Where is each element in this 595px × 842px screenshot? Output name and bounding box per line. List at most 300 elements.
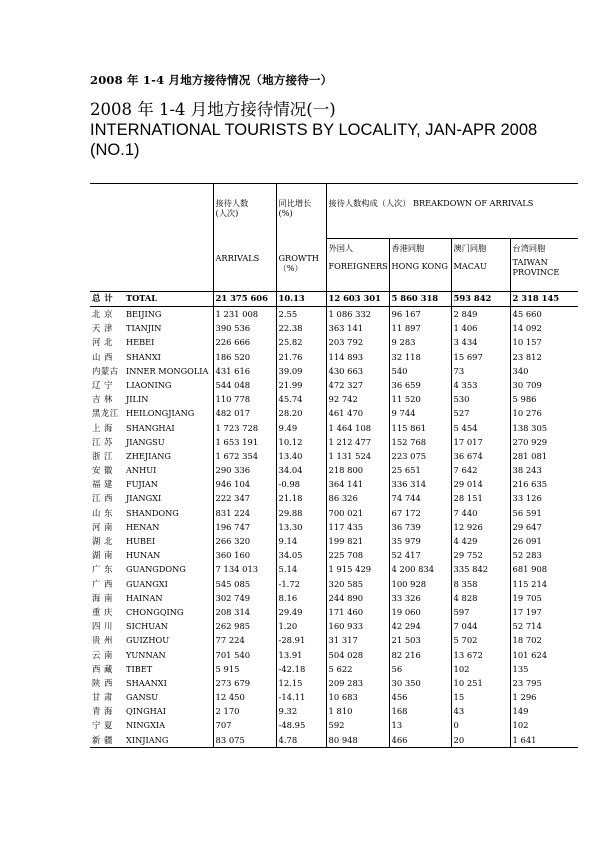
growth-cell: 2.55 [276, 307, 326, 322]
table-row [90, 718, 578, 732]
table-row [90, 392, 578, 406]
page-header: 2008 年 1-4 月地方接待情况（地方接待一） [90, 73, 333, 87]
hongkong-header [389, 239, 451, 292]
locality-cell [90, 633, 213, 647]
locality-name-en: ZHEJIANG [126, 450, 171, 461]
locality-name-en: GANSU [126, 692, 159, 703]
locality-name-cn: 北 京 [92, 309, 113, 319]
foreigners-cell: 80 948 [326, 733, 389, 748]
locality-name-cn: 陕 西 [92, 677, 113, 688]
macau-cell: 102 [451, 662, 510, 676]
locality-name-en: QINGHAI [126, 706, 166, 717]
locality-cell [90, 591, 213, 605]
foreigners-cell: 1 810 [326, 704, 389, 718]
table-row [90, 577, 578, 591]
locality-name-cn: 湖 北 [92, 536, 113, 546]
foreigners-cell: 320 585 [326, 577, 389, 591]
arrivals-cell: 544 048 [213, 378, 276, 392]
macau-cell: 0 [451, 718, 510, 732]
locality-cell [90, 435, 213, 449]
table-row [90, 690, 578, 704]
growth-cell: 12.15 [276, 676, 326, 690]
locality-cell [90, 477, 213, 491]
macau-cell: 1 406 [451, 321, 510, 335]
locality-cell [90, 605, 213, 619]
foreigners-cell: 592 [326, 718, 389, 732]
table-row [90, 335, 578, 349]
locality-name-en: GUANGXI [126, 578, 168, 589]
arrivals-cell: 5 915 [213, 662, 276, 676]
locality-name-cn: 河 北 [92, 337, 113, 348]
macau-cell: 10 251 [451, 676, 510, 690]
locality-cell [90, 562, 213, 576]
arrivals-cell: 7 134 013 [213, 562, 276, 576]
locality-cell [90, 690, 213, 704]
foreigners-header-cn: 外国人 [328, 243, 354, 253]
arrivals-cell: 262 985 [213, 619, 276, 633]
taiwan-cell: 270 929 [510, 435, 578, 449]
locality-name-en: HEBEI [126, 337, 155, 348]
table-row [90, 633, 578, 647]
macau-cell: 43 [451, 704, 510, 718]
locality-name-cn: 广 西 [92, 578, 113, 589]
table-row [90, 591, 578, 605]
locality-cell [90, 406, 213, 420]
total-macau: 593 842 [451, 292, 510, 307]
total-foreigners: 12 603 301 [326, 292, 389, 307]
foreigners-cell: 363 141 [326, 321, 389, 335]
total-label-en: TOTAL [126, 293, 157, 303]
table-row [90, 520, 578, 534]
arrivals-cell: 266 320 [213, 534, 276, 548]
table-row [90, 506, 578, 520]
taiwan-cell: 17 197 [510, 605, 578, 619]
table-row [90, 704, 578, 718]
taiwan-cell: 1 641 [510, 733, 578, 748]
locality-name-cn: 山 西 [92, 351, 113, 362]
table-row [90, 364, 578, 378]
growth-cell: 9.32 [276, 704, 326, 718]
table-row [90, 307, 578, 322]
locality-name-en: JIANGSU [126, 436, 165, 447]
taiwan-cell: 52 714 [510, 619, 578, 633]
hongkong-cell: 35 979 [389, 534, 451, 548]
locality-cell [90, 520, 213, 534]
growth-cell: -0.98 [276, 477, 326, 491]
growth-header-cn-line2: (%) [278, 208, 293, 218]
arrivals-cell: 545 085 [213, 577, 276, 591]
growth-cell: 13.30 [276, 520, 326, 534]
taiwan-cell: 681 908 [510, 562, 578, 576]
macau-cell: 28 151 [451, 491, 510, 505]
taiwan-cell: 23 812 [510, 350, 578, 364]
taiwan-cell: 45 660 [510, 307, 578, 322]
locality-name-cn: 西 藏 [92, 663, 113, 674]
growth-cell: 29.88 [276, 506, 326, 520]
foreigners-cell: 160 933 [326, 619, 389, 633]
taiwan-cell: 1 296 [510, 690, 578, 704]
hongkong-cell: 9 283 [389, 335, 451, 349]
macau-cell: 20 [451, 733, 510, 748]
locality-name-cn: 新 疆 [92, 734, 113, 745]
locality-name-cn: 浙 江 [92, 450, 113, 461]
locality-cell [90, 648, 213, 662]
macau-cell: 4 353 [451, 378, 510, 392]
arrivals-cell: 226 666 [213, 335, 276, 349]
growth-cell: 9.49 [276, 421, 326, 435]
locality-name-en: FUJIAN [126, 479, 158, 490]
macau-cell: 29 752 [451, 548, 510, 562]
table-row [90, 449, 578, 463]
locality-cell [90, 421, 213, 435]
taiwan-cell: 138 305 [510, 421, 578, 435]
macau-cell: 597 [451, 605, 510, 619]
table-row [90, 406, 578, 420]
table-row [90, 733, 578, 748]
hongkong-cell: 21 503 [389, 633, 451, 647]
hongkong-header-en: HONG KONG [391, 261, 448, 271]
hongkong-cell: 466 [389, 733, 451, 748]
taiwan-cell: 38 243 [510, 463, 578, 477]
macau-header-en: MACAU [453, 261, 487, 271]
total-hongkong: 5 860 318 [389, 292, 451, 307]
table-row [90, 477, 578, 491]
arrivals-cell: 110 778 [213, 392, 276, 406]
macau-cell: 12 926 [451, 520, 510, 534]
total-arrivals: 21 375 606 [213, 292, 276, 307]
table-row [90, 662, 578, 676]
growth-cell: 1.20 [276, 619, 326, 633]
table-row [90, 648, 578, 662]
macau-cell: 29 014 [451, 477, 510, 491]
macau-cell: 7 044 [451, 619, 510, 633]
locality-header [90, 184, 213, 239]
growth-cell: 4.78 [276, 733, 326, 748]
locality-name-cn: 上 海 [92, 422, 113, 433]
taiwan-cell: 26 091 [510, 534, 578, 548]
taiwan-cell: 30 709 [510, 378, 578, 392]
locality-cell [90, 534, 213, 548]
taiwan-cell: 135 [510, 662, 578, 676]
taiwan-cell: 101 624 [510, 648, 578, 662]
arrivals-header-en [213, 239, 276, 292]
growth-cell: 9.14 [276, 534, 326, 548]
macau-cell: 13 672 [451, 648, 510, 662]
locality-name-en: TIANJIN [126, 323, 162, 334]
taiwan-cell: 19 705 [510, 591, 578, 605]
arrivals-header-cn [213, 184, 276, 239]
hongkong-cell: 168 [389, 704, 451, 718]
locality-name-cn: 宁 夏 [92, 720, 113, 731]
taiwan-header [510, 239, 578, 292]
locality-name-en: INNER MONGOLIA [126, 365, 209, 376]
total-taiwan: 2 318 145 [510, 292, 578, 307]
locality-name-cn: 贵 州 [92, 635, 113, 646]
locality-cell [90, 378, 213, 392]
locality-name-en: HAINAN [126, 592, 163, 603]
hongkong-cell: 13 [389, 718, 451, 732]
locality-cell [90, 548, 213, 562]
growth-cell: 5.14 [276, 562, 326, 576]
growth-cell: 45.74 [276, 392, 326, 406]
foreigners-cell: 10 683 [326, 690, 389, 704]
taiwan-cell: 14 092 [510, 321, 578, 335]
locality-name-cn: 海 南 [92, 592, 113, 603]
arrivals-header-en-label: ARRIVALS [215, 252, 260, 263]
hongkong-cell: 96 167 [389, 307, 451, 322]
locality-name-en: JIANGXI [126, 493, 162, 504]
macau-cell: 4 828 [451, 591, 510, 605]
hongkong-cell: 32 118 [389, 350, 451, 364]
locality-name-cn: 甘 肃 [92, 692, 113, 703]
taiwan-cell: 115 214 [510, 577, 578, 591]
locality-name-en: SHANGHAI [126, 422, 175, 433]
arrivals-header-cn-line2: (人次) [215, 208, 239, 218]
table-row [90, 421, 578, 435]
growth-cell: 21.18 [276, 491, 326, 505]
locality-name-cn: 江 苏 [92, 436, 113, 447]
hongkong-cell: 115 861 [389, 421, 451, 435]
foreigners-cell: 218 800 [326, 463, 389, 477]
macau-header [451, 239, 510, 292]
locality-name-en: ANHUI [126, 465, 157, 476]
growth-header-cn-line1: 同比增长 [278, 198, 312, 208]
hongkong-cell: 11 897 [389, 321, 451, 335]
foreigners-cell: 430 663 [326, 364, 389, 378]
growth-header-en-label: GROWTH [278, 252, 319, 263]
foreigners-cell: 504 028 [326, 648, 389, 662]
arrivals-cell: 208 314 [213, 605, 276, 619]
locality-name-cn: 辽 宁 [92, 379, 113, 390]
locality-name-en: XINJIANG [126, 734, 169, 745]
macau-cell: 7 440 [451, 506, 510, 520]
table-row [90, 435, 578, 449]
macau-cell: 7 642 [451, 463, 510, 477]
locality-cell [90, 321, 213, 335]
hongkong-cell: 33 326 [389, 591, 451, 605]
foreigners-cell: 1 915 429 [326, 562, 389, 576]
locality-header-blank [90, 239, 213, 292]
hongkong-cell: 67 172 [389, 506, 451, 520]
foreigners-cell: 5 622 [326, 662, 389, 676]
hongkong-cell: 25 651 [389, 463, 451, 477]
hongkong-cell: 19 060 [389, 605, 451, 619]
growth-cell: -48.95 [276, 718, 326, 732]
total-row [90, 292, 578, 307]
arrivals-header-cn-line1: 接待人数 [215, 198, 249, 208]
taiwan-cell: 216 635 [510, 477, 578, 491]
breakdown-header: 接待人数构成（人次） BREAKDOWN OF ARRIVALS [326, 184, 578, 239]
macau-cell: 17 017 [451, 435, 510, 449]
macau-cell: 530 [451, 392, 510, 406]
locality-name-cn: 青 海 [92, 706, 113, 717]
locality-cell [90, 449, 213, 463]
locality-name-en: LIAONING [126, 379, 172, 390]
arrivals-cell: 1 653 191 [213, 435, 276, 449]
arrivals-cell: 831 224 [213, 506, 276, 520]
table-row [90, 619, 578, 633]
hongkong-cell: 30 350 [389, 676, 451, 690]
locality-cell [90, 491, 213, 505]
locality-cell [90, 463, 213, 477]
locality-name-en: CHONGQING [126, 606, 184, 617]
foreigners-cell: 209 283 [326, 676, 389, 690]
macau-cell: 8 358 [451, 577, 510, 591]
macau-cell: 5 454 [451, 421, 510, 435]
taiwan-cell: 52 283 [510, 548, 578, 562]
taiwan-cell: 149 [510, 704, 578, 718]
growth-header-cn [276, 184, 326, 239]
foreigners-cell: 171 460 [326, 605, 389, 619]
hongkong-cell: 42 294 [389, 619, 451, 633]
locality-cell [90, 577, 213, 591]
taiwan-header-en-line1: TAIWAN [512, 257, 548, 267]
taiwan-cell: 10 276 [510, 406, 578, 420]
foreigners-cell: 472 327 [326, 378, 389, 392]
taiwan-cell: 56 591 [510, 506, 578, 520]
locality-name-cn: 内蒙古 [92, 365, 119, 376]
locality-cell [90, 335, 213, 349]
arrivals-cell: 482 017 [213, 406, 276, 420]
growth-cell: 29.49 [276, 605, 326, 619]
arrivals-cell: 1 231 008 [213, 307, 276, 322]
arrivals-cell: 1 723 728 [213, 421, 276, 435]
taiwan-cell: 29 647 [510, 520, 578, 534]
table-row [90, 463, 578, 477]
foreigners-cell: 86 326 [326, 491, 389, 505]
growth-cell: -1.72 [276, 577, 326, 591]
locality-cell [90, 718, 213, 732]
locality-cell [90, 506, 213, 520]
table-row [90, 605, 578, 619]
title-english: INTERNATIONAL TOURISTS BY LOCALITY, JAN-APR 2008 [90, 121, 538, 139]
locality-cell [90, 676, 213, 690]
locality-name-cn: 黑龙江 [92, 408, 119, 419]
foreigners-cell: 203 792 [326, 335, 389, 349]
taiwan-cell: 281 081 [510, 449, 578, 463]
growth-cell: 34.05 [276, 548, 326, 562]
hongkong-cell: 152 768 [389, 435, 451, 449]
taiwan-cell: 10 157 [510, 335, 578, 349]
locality-name-cn: 福 建 [92, 479, 113, 490]
locality-cell [90, 307, 213, 322]
locality-name-cn: 广 东 [92, 564, 113, 575]
locality-cell [90, 392, 213, 406]
locality-name-cn: 云 南 [92, 649, 113, 660]
locality-name-en: GUANGDONG [126, 564, 186, 575]
arrivals-cell: 360 160 [213, 548, 276, 562]
hongkong-cell: 74 744 [389, 491, 451, 505]
locality-name-en: HEILONGJIANG [126, 408, 195, 419]
foreigners-cell: 364 141 [326, 477, 389, 491]
hongkong-cell: 4 200 834 [389, 562, 451, 576]
foreigners-cell: 31 317 [326, 633, 389, 647]
table-row [90, 491, 578, 505]
hongkong-cell: 36 659 [389, 378, 451, 392]
arrivals-cell: 946 104 [213, 477, 276, 491]
hongkong-cell: 223 075 [389, 449, 451, 463]
macau-cell: 36 674 [451, 449, 510, 463]
locality-cell [90, 662, 213, 676]
arrivals-cell: 83 075 [213, 733, 276, 748]
taiwan-header-en-line2: PROVINCE [512, 267, 560, 277]
table-row [90, 350, 578, 364]
locality-name-en: SHAANXI [126, 677, 167, 688]
title-chinese: 2008 年 1-4 月地方接待情况(一) [90, 100, 336, 119]
hongkong-header-cn: 香港同胞 [391, 243, 425, 253]
arrivals-cell: 186 520 [213, 350, 276, 364]
taiwan-cell: 102 [510, 718, 578, 732]
growth-cell: 13.40 [276, 449, 326, 463]
foreigners-cell: 1 131 524 [326, 449, 389, 463]
foreigners-header-en: FOREIGNERS [328, 261, 388, 271]
locality-name-en: NINGXIA [126, 720, 166, 731]
foreigners-cell: 700 021 [326, 506, 389, 520]
arrivals-cell: 1 672 354 [213, 449, 276, 463]
table-row [90, 378, 578, 392]
arrivals-cell: 12 450 [213, 690, 276, 704]
title-number: (NO.1) [90, 141, 140, 159]
foreigners-cell: 244 890 [326, 591, 389, 605]
macau-cell: 15 [451, 690, 510, 704]
total-growth: 10.13 [276, 292, 326, 307]
table-row [90, 321, 578, 335]
macau-cell: 3 434 [451, 335, 510, 349]
hongkong-cell: 9 744 [389, 406, 451, 420]
foreigners-cell: 1 212 477 [326, 435, 389, 449]
table-row [90, 562, 578, 576]
table-row [90, 676, 578, 690]
macau-cell: 5 702 [451, 633, 510, 647]
table-row [90, 548, 578, 562]
foreigners-cell: 1 086 332 [326, 307, 389, 322]
growth-cell: 13.91 [276, 648, 326, 662]
locality-name-en: SHANXI [126, 351, 161, 362]
locality-cell [90, 733, 213, 748]
locality-name-en: SHANDONG [126, 507, 179, 518]
title-block [90, 100, 590, 160]
locality-name-en: JILIN [126, 394, 149, 405]
taiwan-cell: 5 986 [510, 392, 578, 406]
locality-cell [90, 619, 213, 633]
foreigners-cell: 225 708 [326, 548, 389, 562]
growth-cell: 21.76 [276, 350, 326, 364]
locality-cell [90, 704, 213, 718]
arrivals-cell: 390 536 [213, 321, 276, 335]
macau-cell: 73 [451, 364, 510, 378]
foreigners-cell: 114 893 [326, 350, 389, 364]
foreigners-cell: 92 742 [326, 392, 389, 406]
growth-cell: 22.38 [276, 321, 326, 335]
taiwan-cell: 18 702 [510, 633, 578, 647]
hongkong-cell: 540 [389, 364, 451, 378]
locality-name-en: HUNAN [126, 550, 161, 561]
growth-cell: 39.09 [276, 364, 326, 378]
arrivals-cell: 2 170 [213, 704, 276, 718]
macau-cell: 527 [451, 406, 510, 420]
arrivals-cell: 707 [213, 718, 276, 732]
total-label [90, 292, 213, 307]
arrivals-cell: 701 540 [213, 648, 276, 662]
hongkong-cell: 100 928 [389, 577, 451, 591]
macau-cell: 4 429 [451, 534, 510, 548]
locality-name-cn: 江 西 [92, 493, 113, 504]
total-label-cn: 总 计 [92, 293, 114, 303]
growth-cell: -42.18 [276, 662, 326, 676]
foreigners-cell: 117 435 [326, 520, 389, 534]
table-row [90, 534, 578, 548]
arrivals-cell: 302 749 [213, 591, 276, 605]
